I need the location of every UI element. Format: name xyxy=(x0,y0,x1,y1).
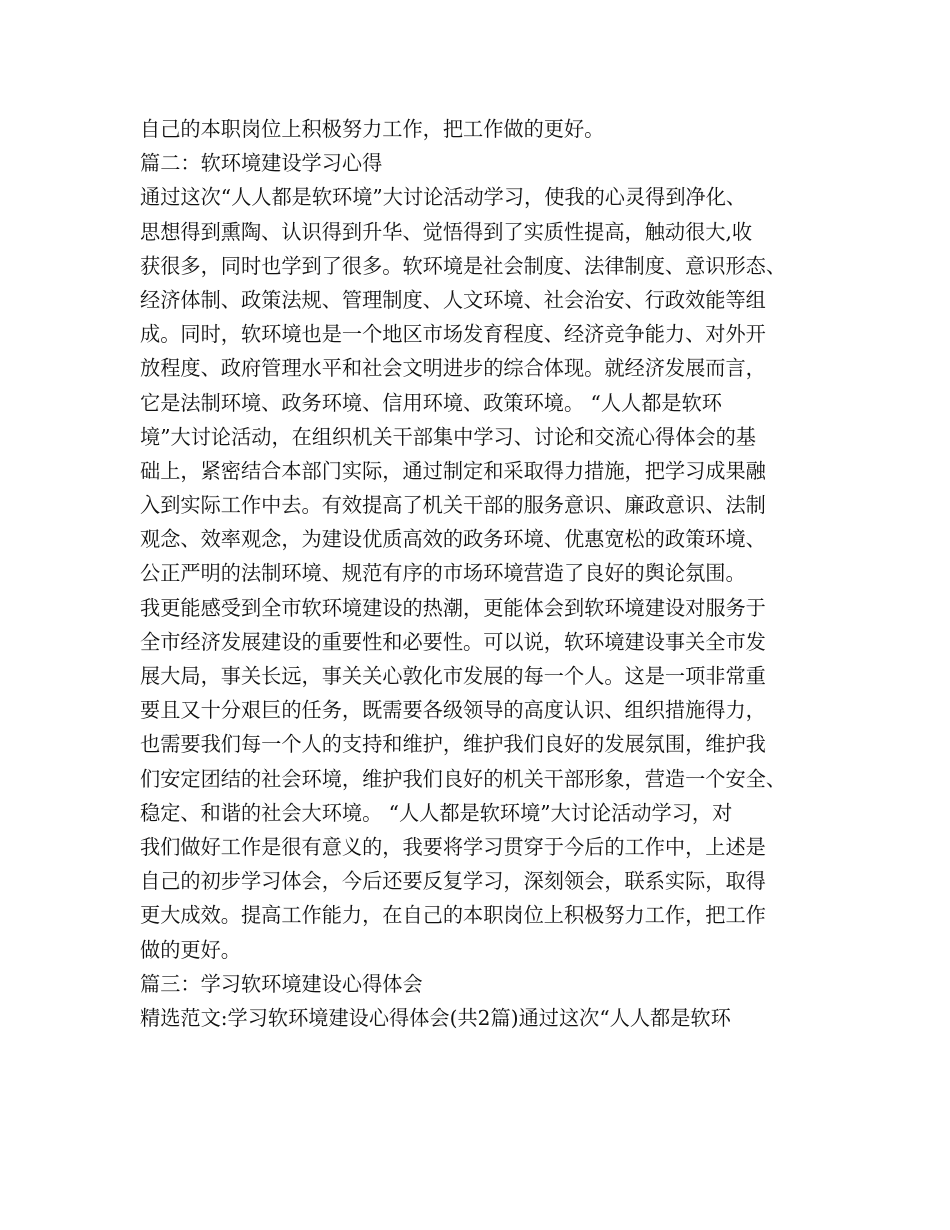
text-line: 它是法制环境、政务环境、信用环境、政策环境。 “人人都是软环 xyxy=(140,390,722,415)
text-line: 成。同时，软环境也是一个地区市场发育程度、经济竞争能力、对外开 xyxy=(140,322,766,347)
document-body xyxy=(140,112,840,1035)
text-line: 更大成效。提高工作能力，在自己的本职岗位上积极努力工作，把工作 xyxy=(140,903,766,928)
text-line: 自己的初步学习体会，今后还要反复学习，深刻领会，联系实际，取得 xyxy=(140,869,766,894)
text-line: 经济体制、政策法规、管理制度、人文环境、社会治安、行政效能等组 xyxy=(140,287,766,312)
text-line: 通过这次“人人都是软环境”大讨论活动学习，使我的心灵得到净化、 xyxy=(140,185,747,210)
text-line: 思想得到熏陶、认识得到升华、觉悟得到了实质性提高，触动很大,收 xyxy=(140,219,753,244)
text-line: 公正严明的法制环境、规范有序的市场环境营造了良好的舆论氛围。 xyxy=(140,561,746,586)
section-heading: 篇二：软环境建设学习心得 xyxy=(140,151,383,176)
text-line: 自己的本职岗位上积极努力工作，把工作做的更好。 xyxy=(140,117,605,141)
text-line: 我们做好工作是很有意义的，我要将学习贯穿于今后的工作中，上述是 xyxy=(140,834,766,859)
text-line: 展大局，事关长远，事关关心敦化市发展的每一个人。这是一项非常重 xyxy=(140,664,766,688)
text-line: 获很多，同时也学到了很多。软环境是社会制度、法律制度、意识形态、 xyxy=(140,253,787,278)
text-line: 观念、效率观念，为建设优质高效的政务环境、优惠宽松的政策环境、 xyxy=(140,527,766,552)
text-line: 要且又十分艰巨的任务，既需要各级领导的高度认识、组织措施得力， xyxy=(140,698,766,723)
text-line: 境”大讨论活动，在组织机关干部集中学习、讨论和交流心得体会的基 xyxy=(140,424,756,449)
text-line: 我更能感受到全市软环境建设的热潮，更能体会到软环境建设对服务于 xyxy=(140,595,766,620)
text-line: 精选范文:学习软环境建设心得体会(共2篇)通过这次“人人都是软环 xyxy=(140,1005,731,1030)
text-line: 放程度、政府管理水平和社会文明进步的综合体现。就经济发展而言， xyxy=(140,356,766,381)
text-line: 稳定、和谐的社会大环境。 “人人都是软环境”大讨论活动学习，对 xyxy=(140,800,733,825)
text-line: 做的更好。 xyxy=(140,937,241,962)
text-line: 入到实际工作中去。有效提高了机关干部的服务意识、廉政意识、法制 xyxy=(140,493,766,518)
text-line: 全市经济发展建设的重要性和必要性。可以说，软环境建设事关全市发 xyxy=(140,629,766,654)
text-line: 们安定团结的社会环境，维护我们良好的机关干部形象，营造一个安全、 xyxy=(140,766,787,791)
section-heading: 篇三：学习软环境建设心得体会 xyxy=(140,971,423,996)
text-line: 础上，紧密结合本部门实际，通过制定和采取得力措施，把学习成果融 xyxy=(140,458,766,483)
text-line: 也需要我们每一个人的支持和维护，维护我们良好的发展氛围，维护我 xyxy=(140,732,766,757)
